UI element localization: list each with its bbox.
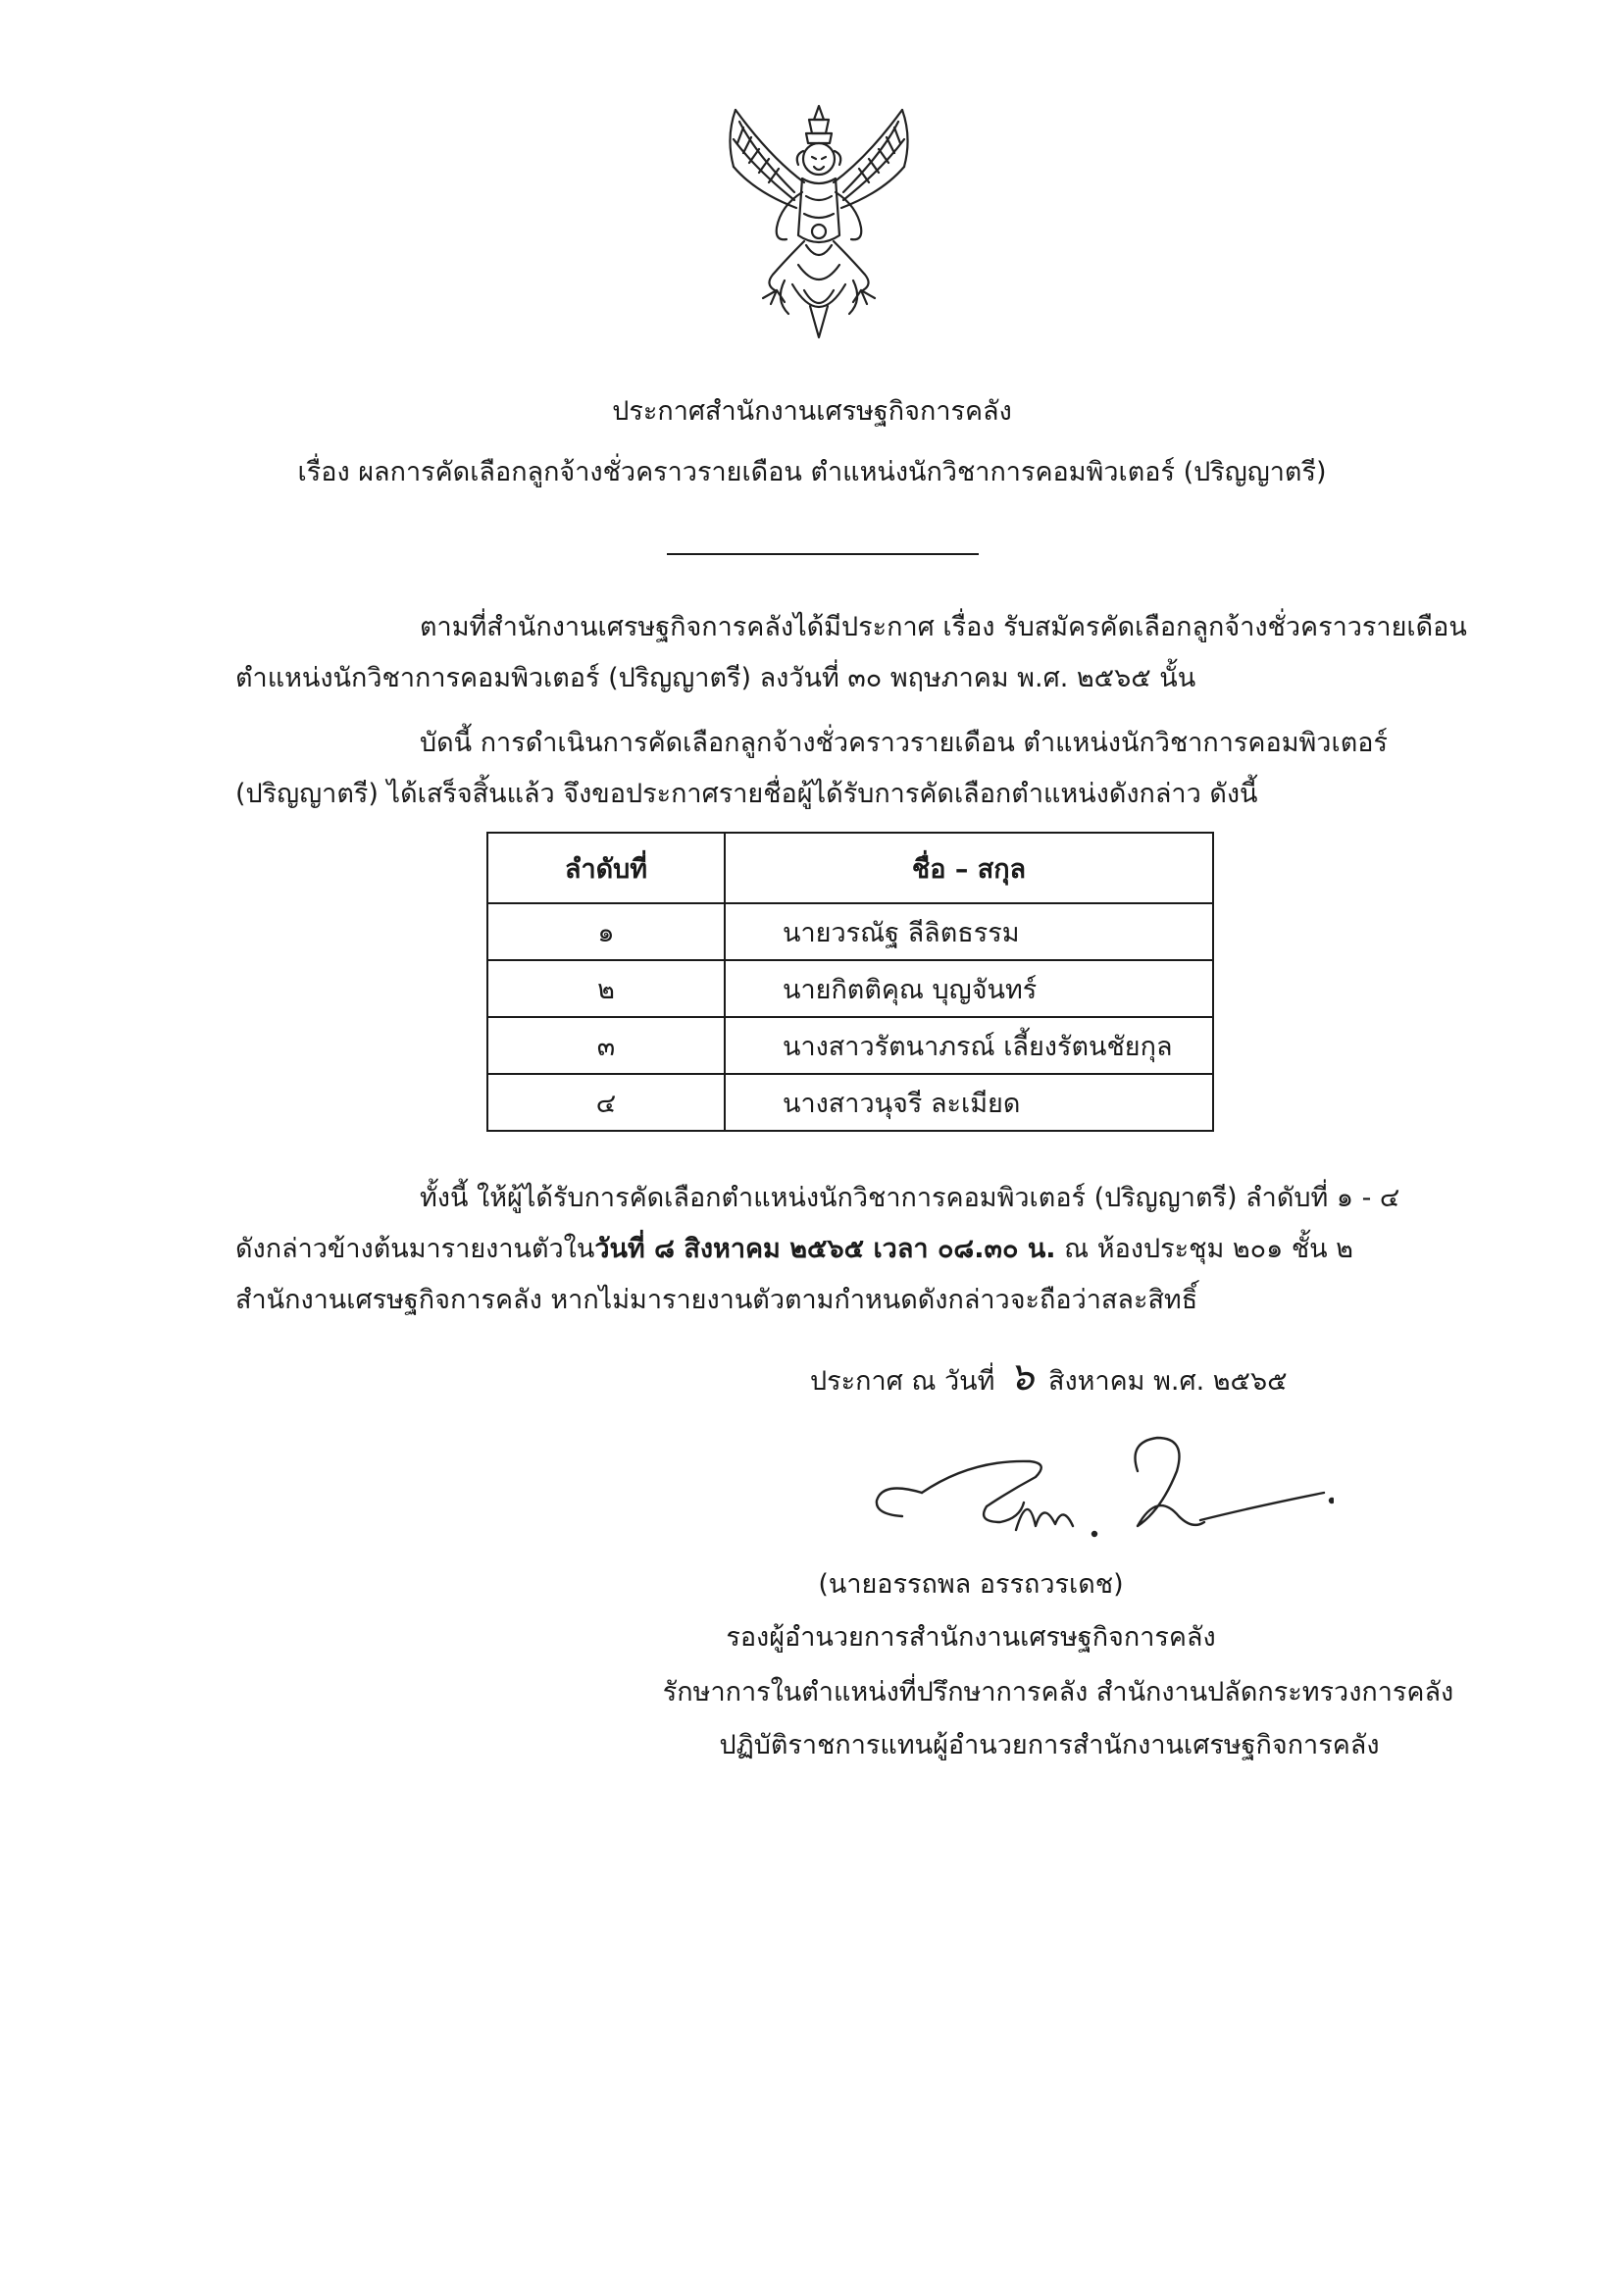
table-row [487,1074,1213,1131]
paragraph-3-line-1: ทั้งนี้ ให้ผู้ได้รับการคัดเลือกตำแหน่งนักวิชาการคอมพิวเตอร์ (ปริญญาตรี) ลำดับที่ ๑ - ๔ [420,1183,1400,1213]
paragraph-3-line-2 [235,1230,1461,1269]
row-order: ๒ [487,960,725,1017]
announcement-title: ประกาศสำนักงานเศรษฐกิจการคลัง [612,396,1012,427]
table-header-row [487,833,1213,903]
selected-candidates-table [486,832,1214,1132]
date-day: ๖ [1009,1354,1035,1400]
signatory-position-1: รองผู้อำนวยการสำนักงานเศรษฐกิจการคลัง [726,1622,1216,1653]
row-order: ๔ [487,1074,725,1131]
table-row [487,903,1213,960]
paragraph-2-line-1: บัดนี้ การดำเนินการคัดเลือกลูกจ้างชั่วคราวรายเดือน ตำแหน่งนักวิชาการคอมพิวเตอร์ [420,728,1388,758]
row-name: นายกิตติคุณ บุญจันทร์ [725,960,1213,1017]
signatory-position-2: รักษาการในตำแหน่งที่ปรึกษาการคลัง สำนักงานปลัดกระทรวงการคลัง [662,1677,1454,1707]
row-order: ๑ [487,903,725,960]
row-name: นายวรณัฐ ลีลิตธรรม [725,903,1213,960]
date-suffix: สิงหาคม พ.ศ. ๒๕๖๕ [1048,1366,1288,1397]
table-row [487,960,1213,1017]
signatory-name: (นายอรรถพล อรรถวรเดช) [818,1569,1124,1600]
row-name: นางสาวรัตนาภรณ์ เลี้ยงรัตนชัยกุล [725,1017,1213,1074]
paragraph-1-line-1: ตามที่สำนักงานเศรษฐกิจการคลังได้มีประกาศ เรื่อง รับสมัครคัดเลือกลูกจ้างชั่วคราวรายเดือน [420,612,1467,642]
handwritten-signature [863,1432,1334,1569]
paragraph-2-line-2: (ปริญญาตรี) ได้เสร็จสิ้นแล้ว จึงขอประกาศรายชื่อผู้ได้รับการคัดเลือกตำแหน่งดังกล่าว ดังนี้ [235,779,1258,809]
announcement-subject: เรื่อง ผลการคัดเลือกลูกจ้างชั่วคราวรายเดือน ตำแหน่งนักวิชาการคอมพิวเตอร์ (ปริญญาตรี) [297,457,1327,487]
paragraph-1-line-2: ตำแหน่งนักวิชาการคอมพิวเตอร์ (ปริญญาตรี) ลงวันที่ ๓๐ พฤษภาคม พ.ศ. ๒๕๖๕ นั้น [235,663,1196,693]
column-header-order: ลำดับที่ [487,833,725,903]
paragraph-3-line-3: สำนักงานเศรษฐกิจการคลัง หากไม่มารายงานตัวตามกำหนดดังกล่าวจะถือว่าสละสิทธิ์ [235,1285,1198,1315]
title-divider [667,553,979,555]
report-location: ณ ห้องประชุม ๒๐๑ ชั้น ๒ [1055,1234,1353,1264]
column-header-name: ชื่อ – สกุล [725,833,1213,903]
row-name: นางสาวนุจรี ละเมียด [725,1074,1213,1131]
report-date-time: วันที่ ๘ สิงหาคม ๒๕๖๕ เวลา ๐๘.๓๐ น. [594,1234,1056,1264]
announcement-date [810,1354,1288,1401]
signatory-position-3: ปฏิบัติราชการแทนผู้อำนวยการสำนักงานเศรษฐกิจการคลัง [719,1730,1380,1760]
report-instruction-text: ดังกล่าวข้างต้นมารายงานตัวใน [235,1234,595,1264]
garuda-emblem-icon [716,98,922,343]
row-order: ๓ [487,1017,725,1074]
date-prefix: ประกาศ ณ วันที่ [810,1366,995,1397]
table-row [487,1017,1213,1074]
